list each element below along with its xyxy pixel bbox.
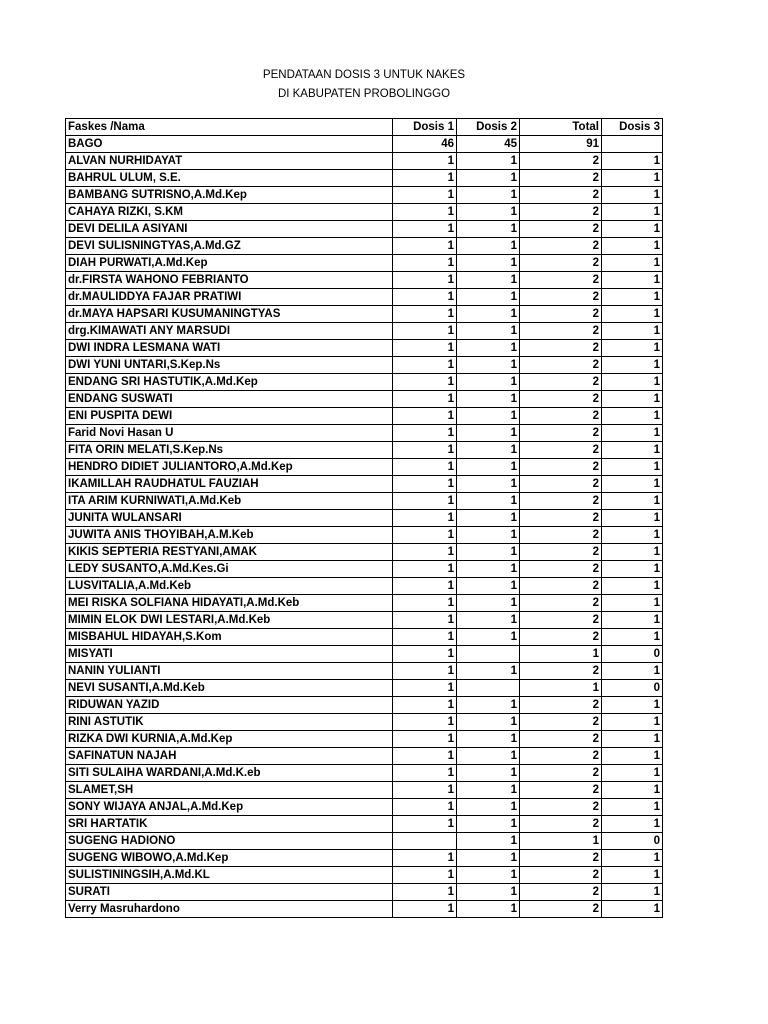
name-cell: RINI ASTUTIK	[66, 714, 393, 731]
group-dosis-3	[602, 136, 663, 153]
name-cell: DIAH PURWATI,A.Md.Kep	[66, 255, 393, 272]
dosis-2-cell: 1	[457, 867, 520, 884]
name-cell: DEVI DELILA ASIYANI	[66, 221, 393, 238]
dosis-3-cell: 1	[602, 340, 663, 357]
table-row	[66, 238, 663, 255]
table-row	[66, 221, 663, 238]
table-row	[66, 833, 663, 850]
dosis-2-cell: 1	[457, 442, 520, 459]
name-cell: JUWITA ANIS THOYIBAH,A.M.Keb	[66, 527, 393, 544]
dosis-1-cell: 1	[393, 153, 457, 170]
name-cell: MIMIN ELOK DWI LESTARI,A.Md.Keb	[66, 612, 393, 629]
total-cell: 2	[520, 459, 602, 476]
total-cell: 2	[520, 238, 602, 255]
dosis-1-cell: 1	[393, 680, 457, 697]
total-cell: 2	[520, 799, 602, 816]
total-cell: 2	[520, 408, 602, 425]
dosis-1-cell: 1	[393, 238, 457, 255]
dosis-2-cell: 1	[457, 357, 520, 374]
dosis-3-cell: 1	[602, 527, 663, 544]
name-cell: DWI YUNI UNTARI,S.Kep.Ns	[66, 357, 393, 374]
total-cell: 2	[520, 272, 602, 289]
dosis-3-cell: 1	[602, 510, 663, 527]
dosis-1-cell: 1	[393, 425, 457, 442]
table-row	[66, 884, 663, 901]
name-cell: HENDRO DIDIET JULIANTORO,A.Md.Kep	[66, 459, 393, 476]
table-row	[66, 187, 663, 204]
name-cell: RIDUWAN YAZID	[66, 697, 393, 714]
name-cell: ENDANG SUSWATI	[66, 391, 393, 408]
name-cell: dr.FIRSTA WAHONO FEBRIANTO	[66, 272, 393, 289]
dosis-1-cell: 1	[393, 374, 457, 391]
dosis-1-cell: 1	[393, 323, 457, 340]
dosis-2-cell: 1	[457, 306, 520, 323]
dosis-1-cell: 1	[393, 204, 457, 221]
dosis-3-cell: 1	[602, 901, 663, 918]
dosis-3-cell: 1	[602, 221, 663, 238]
name-cell: NANIN YULIANTI	[66, 663, 393, 680]
dosis-3-cell: 1	[602, 170, 663, 187]
dosis-1-cell: 1	[393, 748, 457, 765]
total-cell: 2	[520, 748, 602, 765]
header-total: Total	[520, 119, 602, 136]
name-cell: ALVAN NURHIDAYAT	[66, 153, 393, 170]
dosis-table	[65, 118, 663, 918]
dosis-1-cell: 1	[393, 731, 457, 748]
dosis-1-cell: 1	[393, 272, 457, 289]
table-row	[66, 204, 663, 221]
dosis-1-cell: 1	[393, 850, 457, 867]
table-row	[66, 714, 663, 731]
table-row	[66, 799, 663, 816]
total-cell: 2	[520, 731, 602, 748]
table-row	[66, 629, 663, 646]
name-cell: Farid Novi Hasan U	[66, 425, 393, 442]
dosis-1-cell: 1	[393, 901, 457, 918]
name-cell: RIZKA DWI KURNIA,A.Md.Kep	[66, 731, 393, 748]
dosis-2-cell	[457, 646, 520, 663]
table-row	[66, 442, 663, 459]
document-title	[0, 66, 728, 104]
total-cell: 2	[520, 765, 602, 782]
table-row	[66, 408, 663, 425]
dosis-3-cell: 1	[602, 561, 663, 578]
dosis-3-cell: 1	[602, 612, 663, 629]
name-cell: dr.MAULIDDYA FAJAR PRATIWI	[66, 289, 393, 306]
dosis-1-cell: 1	[393, 442, 457, 459]
name-cell: MISYATI	[66, 646, 393, 663]
total-cell: 1	[520, 680, 602, 697]
dosis-1-cell: 1	[393, 867, 457, 884]
dosis-1-cell: 1	[393, 408, 457, 425]
table-row	[66, 170, 663, 187]
dosis-2-cell: 1	[457, 714, 520, 731]
total-cell: 2	[520, 289, 602, 306]
dosis-3-cell: 1	[602, 731, 663, 748]
table-row	[66, 663, 663, 680]
dosis-2-cell: 1	[457, 425, 520, 442]
table-row	[66, 850, 663, 867]
total-cell: 1	[520, 646, 602, 663]
dosis-3-cell: 1	[602, 544, 663, 561]
dosis-1-cell: 1	[393, 340, 457, 357]
dosis-1-cell: 1	[393, 306, 457, 323]
dosis-3-cell: 1	[602, 629, 663, 646]
dosis-3-cell: 1	[602, 442, 663, 459]
table-row	[66, 697, 663, 714]
table-row	[66, 612, 663, 629]
dosis-3-cell: 1	[602, 289, 663, 306]
dosis-1-cell: 1	[393, 765, 457, 782]
dosis-3-cell: 1	[602, 765, 663, 782]
dosis-2-cell: 1	[457, 884, 520, 901]
table-row	[66, 374, 663, 391]
name-cell: dr.MAYA HAPSARI KUSUMANINGTYAS	[66, 306, 393, 323]
dosis-1-cell: 1	[393, 493, 457, 510]
name-cell: SULISTININGSIH,A.Md.KL	[66, 867, 393, 884]
total-cell: 2	[520, 391, 602, 408]
header-name: Faskes /Nama	[66, 119, 393, 136]
total-cell: 2	[520, 850, 602, 867]
dosis-3-cell: 1	[602, 459, 663, 476]
total-cell: 2	[520, 782, 602, 799]
dosis-2-cell: 1	[457, 816, 520, 833]
total-cell: 2	[520, 442, 602, 459]
dosis-2-cell: 1	[457, 153, 520, 170]
dosis-1-cell: 1	[393, 459, 457, 476]
dosis-1-cell: 1	[393, 799, 457, 816]
table-row	[66, 782, 663, 799]
header-dosis-2: Dosis 2	[457, 119, 520, 136]
name-cell: SAFINATUN NAJAH	[66, 748, 393, 765]
dosis-2-cell: 1	[457, 850, 520, 867]
dosis-3-cell: 1	[602, 255, 663, 272]
total-cell: 2	[520, 578, 602, 595]
table-row	[66, 306, 663, 323]
title-line-2: DI KABUPATEN PROBOLINGGO	[277, 88, 451, 100]
name-cell: SITI SULAIHA WARDANI,A.Md.K.eb	[66, 765, 393, 782]
dosis-3-cell: 1	[602, 391, 663, 408]
dosis-3-cell: 1	[602, 799, 663, 816]
total-cell: 2	[520, 510, 602, 527]
table-row	[66, 595, 663, 612]
table-row	[66, 731, 663, 748]
name-cell: LUSVITALIA,A.Md.Keb	[66, 578, 393, 595]
dosis-3-cell: 1	[602, 816, 663, 833]
dosis-2-cell: 1	[457, 170, 520, 187]
dosis-2-cell: 1	[457, 289, 520, 306]
total-cell: 2	[520, 561, 602, 578]
table-row	[66, 527, 663, 544]
name-cell: DEVI SULISNINGTYAS,A.Md.GZ	[66, 238, 393, 255]
name-cell: SLAMET,SH	[66, 782, 393, 799]
name-cell: MISBAHUL HIDAYAH,S.Kom	[66, 629, 393, 646]
table-row	[66, 510, 663, 527]
name-cell: SUGENG HADIONO	[66, 833, 393, 850]
dosis-2-cell: 1	[457, 476, 520, 493]
name-cell: SURATI	[66, 884, 393, 901]
dosis-2-cell: 1	[457, 612, 520, 629]
dosis-2-cell: 1	[457, 833, 520, 850]
name-cell: Verry Masruhardono	[66, 901, 393, 918]
table-row	[66, 578, 663, 595]
total-cell: 2	[520, 357, 602, 374]
name-cell: FITA ORIN MELATI,S.Kep.Ns	[66, 442, 393, 459]
header-dosis-3: Dosis 3	[602, 119, 663, 136]
dosis-3-cell: 0	[602, 646, 663, 663]
table-row	[66, 272, 663, 289]
dosis-2-cell: 1	[457, 748, 520, 765]
dosis-3-cell: 1	[602, 578, 663, 595]
dosis-1-cell: 1	[393, 561, 457, 578]
total-cell: 2	[520, 544, 602, 561]
total-cell: 2	[520, 595, 602, 612]
table-row	[66, 544, 663, 561]
total-cell: 2	[520, 612, 602, 629]
dosis-1-cell: 1	[393, 663, 457, 680]
dosis-3-cell: 1	[602, 374, 663, 391]
dosis-1-cell: 1	[393, 170, 457, 187]
dosis-1-cell: 1	[393, 629, 457, 646]
dosis-1-cell: 1	[393, 816, 457, 833]
dosis-1-cell: 1	[393, 884, 457, 901]
group-name: BAGO	[66, 136, 393, 153]
total-cell: 2	[520, 187, 602, 204]
dosis-3-cell: 1	[602, 748, 663, 765]
dosis-3-cell: 1	[602, 782, 663, 799]
table-row	[66, 867, 663, 884]
dosis-2-cell: 1	[457, 544, 520, 561]
total-cell: 2	[520, 663, 602, 680]
dosis-1-cell: 1	[393, 255, 457, 272]
total-cell: 2	[520, 629, 602, 646]
name-cell: MEI RISKA SOLFIANA HIDAYATI,A.Md.Keb	[66, 595, 393, 612]
total-cell: 2	[520, 884, 602, 901]
dosis-1-cell: 1	[393, 187, 457, 204]
dosis-2-cell	[457, 680, 520, 697]
table-row	[66, 425, 663, 442]
dosis-2-cell: 1	[457, 578, 520, 595]
header-dosis-1: Dosis 1	[393, 119, 457, 136]
dosis-1-cell: 1	[393, 476, 457, 493]
dosis-1-cell: 1	[393, 544, 457, 561]
name-cell: KIKIS SEPTERIA RESTYANI,AMAK	[66, 544, 393, 561]
table-row	[66, 255, 663, 272]
dosis-2-cell: 1	[457, 187, 520, 204]
dosis-2-cell: 1	[457, 731, 520, 748]
dosis-3-cell: 0	[602, 680, 663, 697]
dosis-2-cell: 1	[457, 323, 520, 340]
total-cell: 1	[520, 833, 602, 850]
dosis-1-cell	[393, 833, 457, 850]
name-cell: BAHRUL ULUM, S.E.	[66, 170, 393, 187]
dosis-3-cell: 1	[602, 595, 663, 612]
name-cell: SRI HARTATIK	[66, 816, 393, 833]
name-cell: drg.KIMAWATI ANY MARSUDI	[66, 323, 393, 340]
total-cell: 2	[520, 425, 602, 442]
dosis-2-cell: 1	[457, 204, 520, 221]
dosis-2-cell: 1	[457, 510, 520, 527]
name-cell: JUNITA WULANSARI	[66, 510, 393, 527]
name-cell: IKAMILLAH RAUDHATUL FAUZIAH	[66, 476, 393, 493]
total-cell: 2	[520, 697, 602, 714]
dosis-2-cell: 1	[457, 374, 520, 391]
name-cell: ITA ARIM KURNIWATI,A.Md.Keb	[66, 493, 393, 510]
dosis-1-cell: 1	[393, 646, 457, 663]
table-row	[66, 323, 663, 340]
group-total: 91	[520, 136, 602, 153]
group-dosis-1: 46	[393, 136, 457, 153]
name-cell: LEDY SUSANTO,A.Md.Kes.Gi	[66, 561, 393, 578]
dosis-1-cell: 1	[393, 510, 457, 527]
name-cell: BAMBANG SUTRISNO,A.Md.Kep	[66, 187, 393, 204]
table-row	[66, 816, 663, 833]
dosis-2-cell: 1	[457, 221, 520, 238]
table-row	[66, 340, 663, 357]
table-row	[66, 561, 663, 578]
table-row	[66, 476, 663, 493]
total-cell: 2	[520, 170, 602, 187]
total-cell: 2	[520, 816, 602, 833]
dosis-2-cell: 1	[457, 561, 520, 578]
dosis-1-cell: 1	[393, 595, 457, 612]
dosis-1-cell: 1	[393, 697, 457, 714]
dosis-3-cell: 1	[602, 663, 663, 680]
table-row	[66, 391, 663, 408]
dosis-1-cell: 1	[393, 391, 457, 408]
table-row	[66, 680, 663, 697]
dosis-2-cell: 1	[457, 595, 520, 612]
dosis-3-cell: 1	[602, 884, 663, 901]
total-cell: 2	[520, 221, 602, 238]
dosis-2-cell: 1	[457, 238, 520, 255]
dosis-2-cell: 1	[457, 697, 520, 714]
name-cell: SONY WIJAYA ANJAL,A.Md.Kep	[66, 799, 393, 816]
dosis-1-cell: 1	[393, 782, 457, 799]
dosis-2-cell: 1	[457, 459, 520, 476]
dosis-3-cell: 1	[602, 272, 663, 289]
dosis-2-cell: 1	[457, 799, 520, 816]
total-cell: 2	[520, 153, 602, 170]
dosis-1-cell: 1	[393, 612, 457, 629]
dosis-3-cell: 1	[602, 476, 663, 493]
dosis-1-cell: 1	[393, 714, 457, 731]
dosis-3-cell: 1	[602, 187, 663, 204]
dosis-2-cell: 1	[457, 255, 520, 272]
total-cell: 2	[520, 306, 602, 323]
table-row	[66, 493, 663, 510]
table-row	[66, 646, 663, 663]
dosis-2-cell: 1	[457, 272, 520, 289]
table-row	[66, 153, 663, 170]
dosis-3-cell: 1	[602, 714, 663, 731]
table-row	[66, 459, 663, 476]
total-cell: 2	[520, 323, 602, 340]
dosis-2-cell: 1	[457, 765, 520, 782]
dosis-3-cell: 1	[602, 697, 663, 714]
dosis-3-cell: 1	[602, 408, 663, 425]
dosis-1-cell: 1	[393, 221, 457, 238]
total-cell: 2	[520, 527, 602, 544]
total-cell: 2	[520, 901, 602, 918]
header-row	[66, 119, 663, 136]
dosis-2-cell: 1	[457, 391, 520, 408]
dosis-3-cell: 1	[602, 357, 663, 374]
dosis-3-cell: 1	[602, 867, 663, 884]
dosis-2-cell: 1	[457, 901, 520, 918]
dosis-1-cell: 1	[393, 357, 457, 374]
dosis-2-cell: 1	[457, 629, 520, 646]
table-row	[66, 765, 663, 782]
name-cell: NEVI SUSANTI,A.Md.Keb	[66, 680, 393, 697]
total-cell: 2	[520, 493, 602, 510]
dosis-2-cell: 1	[457, 782, 520, 799]
dosis-3-cell: 0	[602, 833, 663, 850]
total-cell: 2	[520, 340, 602, 357]
name-cell: CAHAYA RIZKI, S.KM	[66, 204, 393, 221]
group-dosis-2: 45	[457, 136, 520, 153]
dosis-3-cell: 1	[602, 850, 663, 867]
total-cell: 2	[520, 204, 602, 221]
dosis-3-cell: 1	[602, 306, 663, 323]
dosis-3-cell: 1	[602, 204, 663, 221]
dosis-3-cell: 1	[602, 425, 663, 442]
name-cell: ENDANG SRI HASTUTIK,A.Md.Kep	[66, 374, 393, 391]
name-cell: SUGENG WIBOWO,A.Md.Kep	[66, 850, 393, 867]
dosis-1-cell: 1	[393, 289, 457, 306]
table-row	[66, 901, 663, 918]
total-cell: 2	[520, 867, 602, 884]
table-row	[66, 289, 663, 306]
name-cell: ENI PUSPITA DEWI	[66, 408, 393, 425]
dosis-2-cell: 1	[457, 408, 520, 425]
dosis-2-cell: 1	[457, 340, 520, 357]
total-cell: 2	[520, 374, 602, 391]
dosis-1-cell: 1	[393, 578, 457, 595]
group-row	[66, 136, 663, 153]
dosis-2-cell: 1	[457, 493, 520, 510]
dosis-3-cell: 1	[602, 323, 663, 340]
dosis-3-cell: 1	[602, 493, 663, 510]
name-cell: DWI INDRA LESMANA WATI	[66, 340, 393, 357]
table-row	[66, 748, 663, 765]
total-cell: 2	[520, 255, 602, 272]
dosis-3-cell: 1	[602, 238, 663, 255]
dosis-2-cell: 1	[457, 663, 520, 680]
title-line-1: PENDATAAN DOSIS 3 UNTUK NAKES	[262, 69, 466, 81]
dosis-1-cell: 1	[393, 527, 457, 544]
table-row	[66, 357, 663, 374]
total-cell: 2	[520, 476, 602, 493]
dosis-3-cell: 1	[602, 153, 663, 170]
total-cell: 2	[520, 714, 602, 731]
dosis-2-cell: 1	[457, 527, 520, 544]
